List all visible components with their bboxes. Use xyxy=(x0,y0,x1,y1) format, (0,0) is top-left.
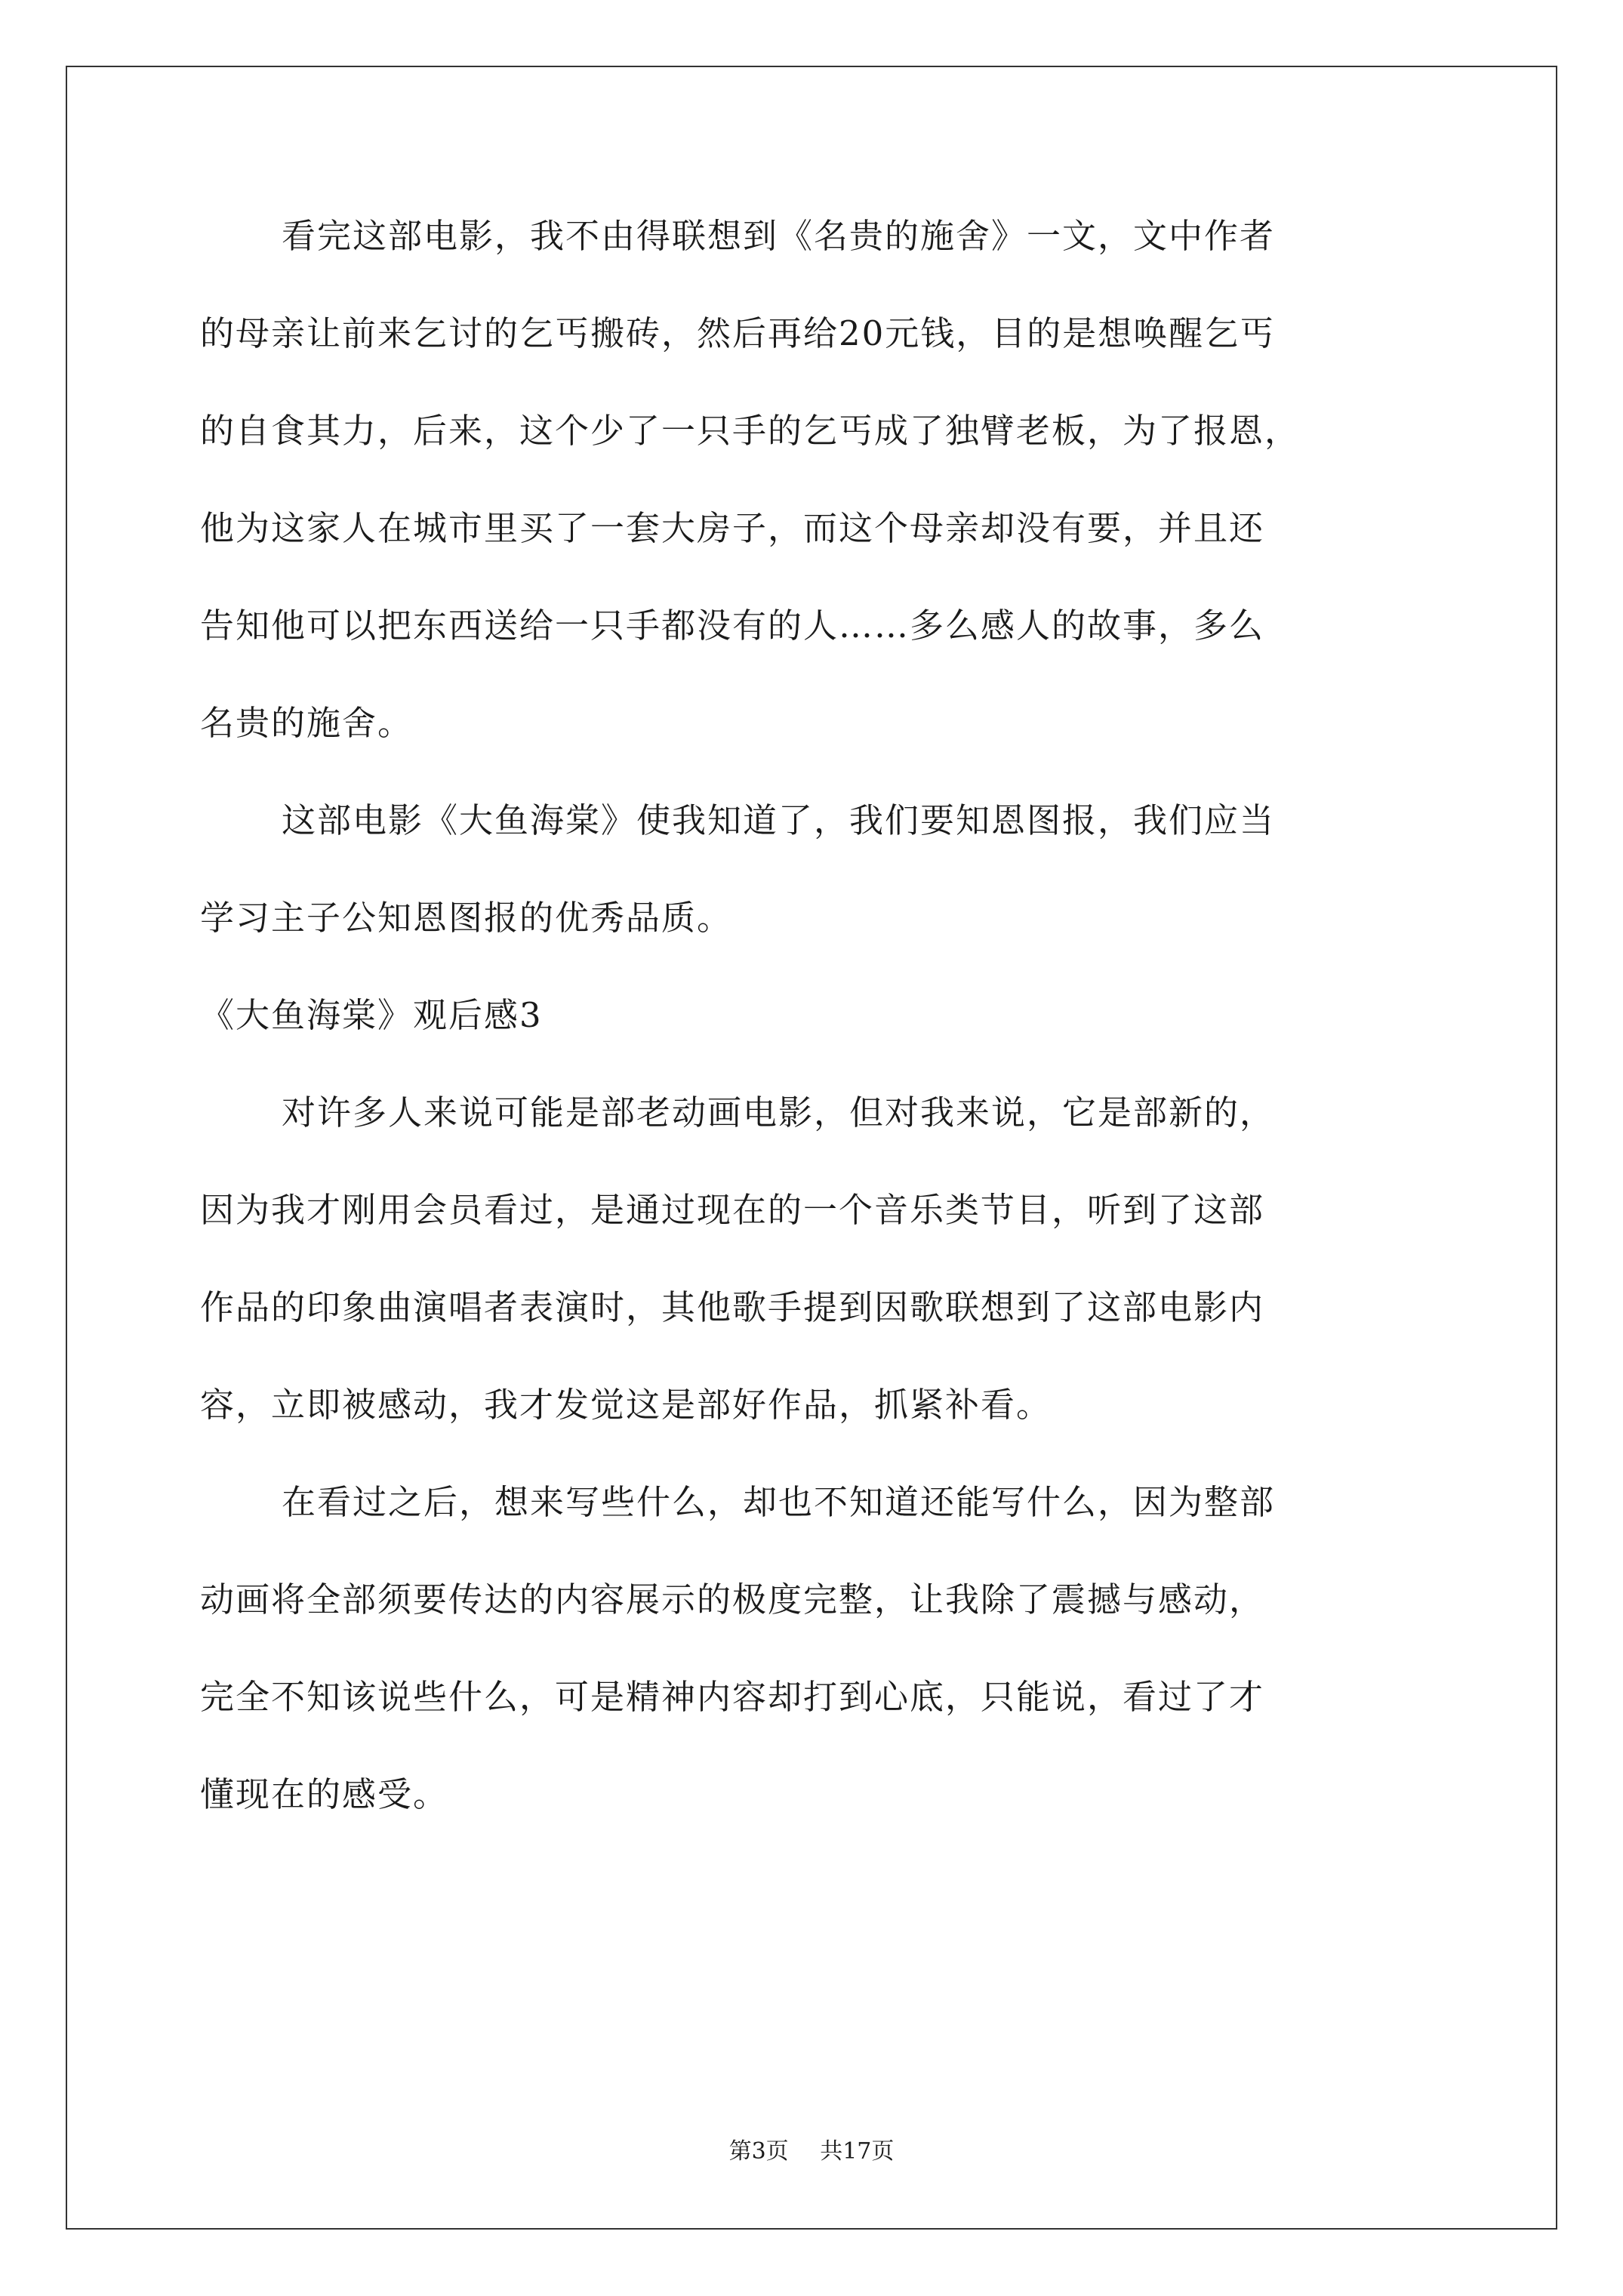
paragraph-line: 他为这家人在城市里买了一套大房子，而这个母亲却没有要，并且还 xyxy=(200,508,1265,548)
paragraph-line: 容，立即被感动，我才发觉这是部好作品，抓紧补看。 xyxy=(200,1385,1052,1425)
paragraph-line: 这部电影《大鱼海棠》使我知道了，我们要知恩图报，我们应当 xyxy=(282,800,1276,840)
paragraph-line: 的母亲让前来乞讨的乞丐搬砖，然后再给20元钱，目的是想唤醒乞丐 xyxy=(200,313,1276,353)
paragraph-line: 因为我才刚用会员看过，是通过现在的一个音乐类节目，听到了这部 xyxy=(200,1190,1265,1230)
paragraph-line: 学习主子公知恩图报的优秀品质。 xyxy=(200,898,733,938)
paragraph-line: 名贵的施舍。 xyxy=(200,703,414,743)
paragraph-line: 动画将全部须要传达的内容展示的极度完整，让我除了震撼与感动， xyxy=(200,1579,1265,1620)
paragraph-line: 告知他可以把东西送给一只手都没有的人……多么感人的故事，多么 xyxy=(200,606,1265,646)
page-footer xyxy=(0,2137,1623,2167)
document-body xyxy=(200,208,1453,1863)
paragraph-line: 作品的印象曲演唱者表演时，其他歌手提到因歌联想到了这部电影内 xyxy=(200,1287,1265,1327)
paragraph-line: 完全不知该说些什么，可是精神内容却打到心底，只能说，看过了才 xyxy=(200,1677,1265,1717)
page-number: 第3页 xyxy=(728,2138,789,2165)
paragraph-line: 在看过之后，想来写些什么，却也不知道还能写什么，因为整部 xyxy=(282,1482,1276,1522)
total-pages: 共17页 xyxy=(820,2138,895,2165)
paragraph-line: 懂现在的感受。 xyxy=(200,1774,449,1814)
paragraph-line: 的自食其力，后来，这个少了一只手的乞丐成了独臂老板，为了报恩， xyxy=(200,411,1301,451)
section-heading: 《大鱼海棠》观后感3 xyxy=(200,995,543,1035)
paragraph-line: 看完这部电影，我不由得联想到《名贵的施舍》一文，文中作者 xyxy=(282,216,1276,256)
paragraph-line: 对许多人来说可能是部老动画电影，但对我来说，它是部新的， xyxy=(282,1093,1276,1133)
